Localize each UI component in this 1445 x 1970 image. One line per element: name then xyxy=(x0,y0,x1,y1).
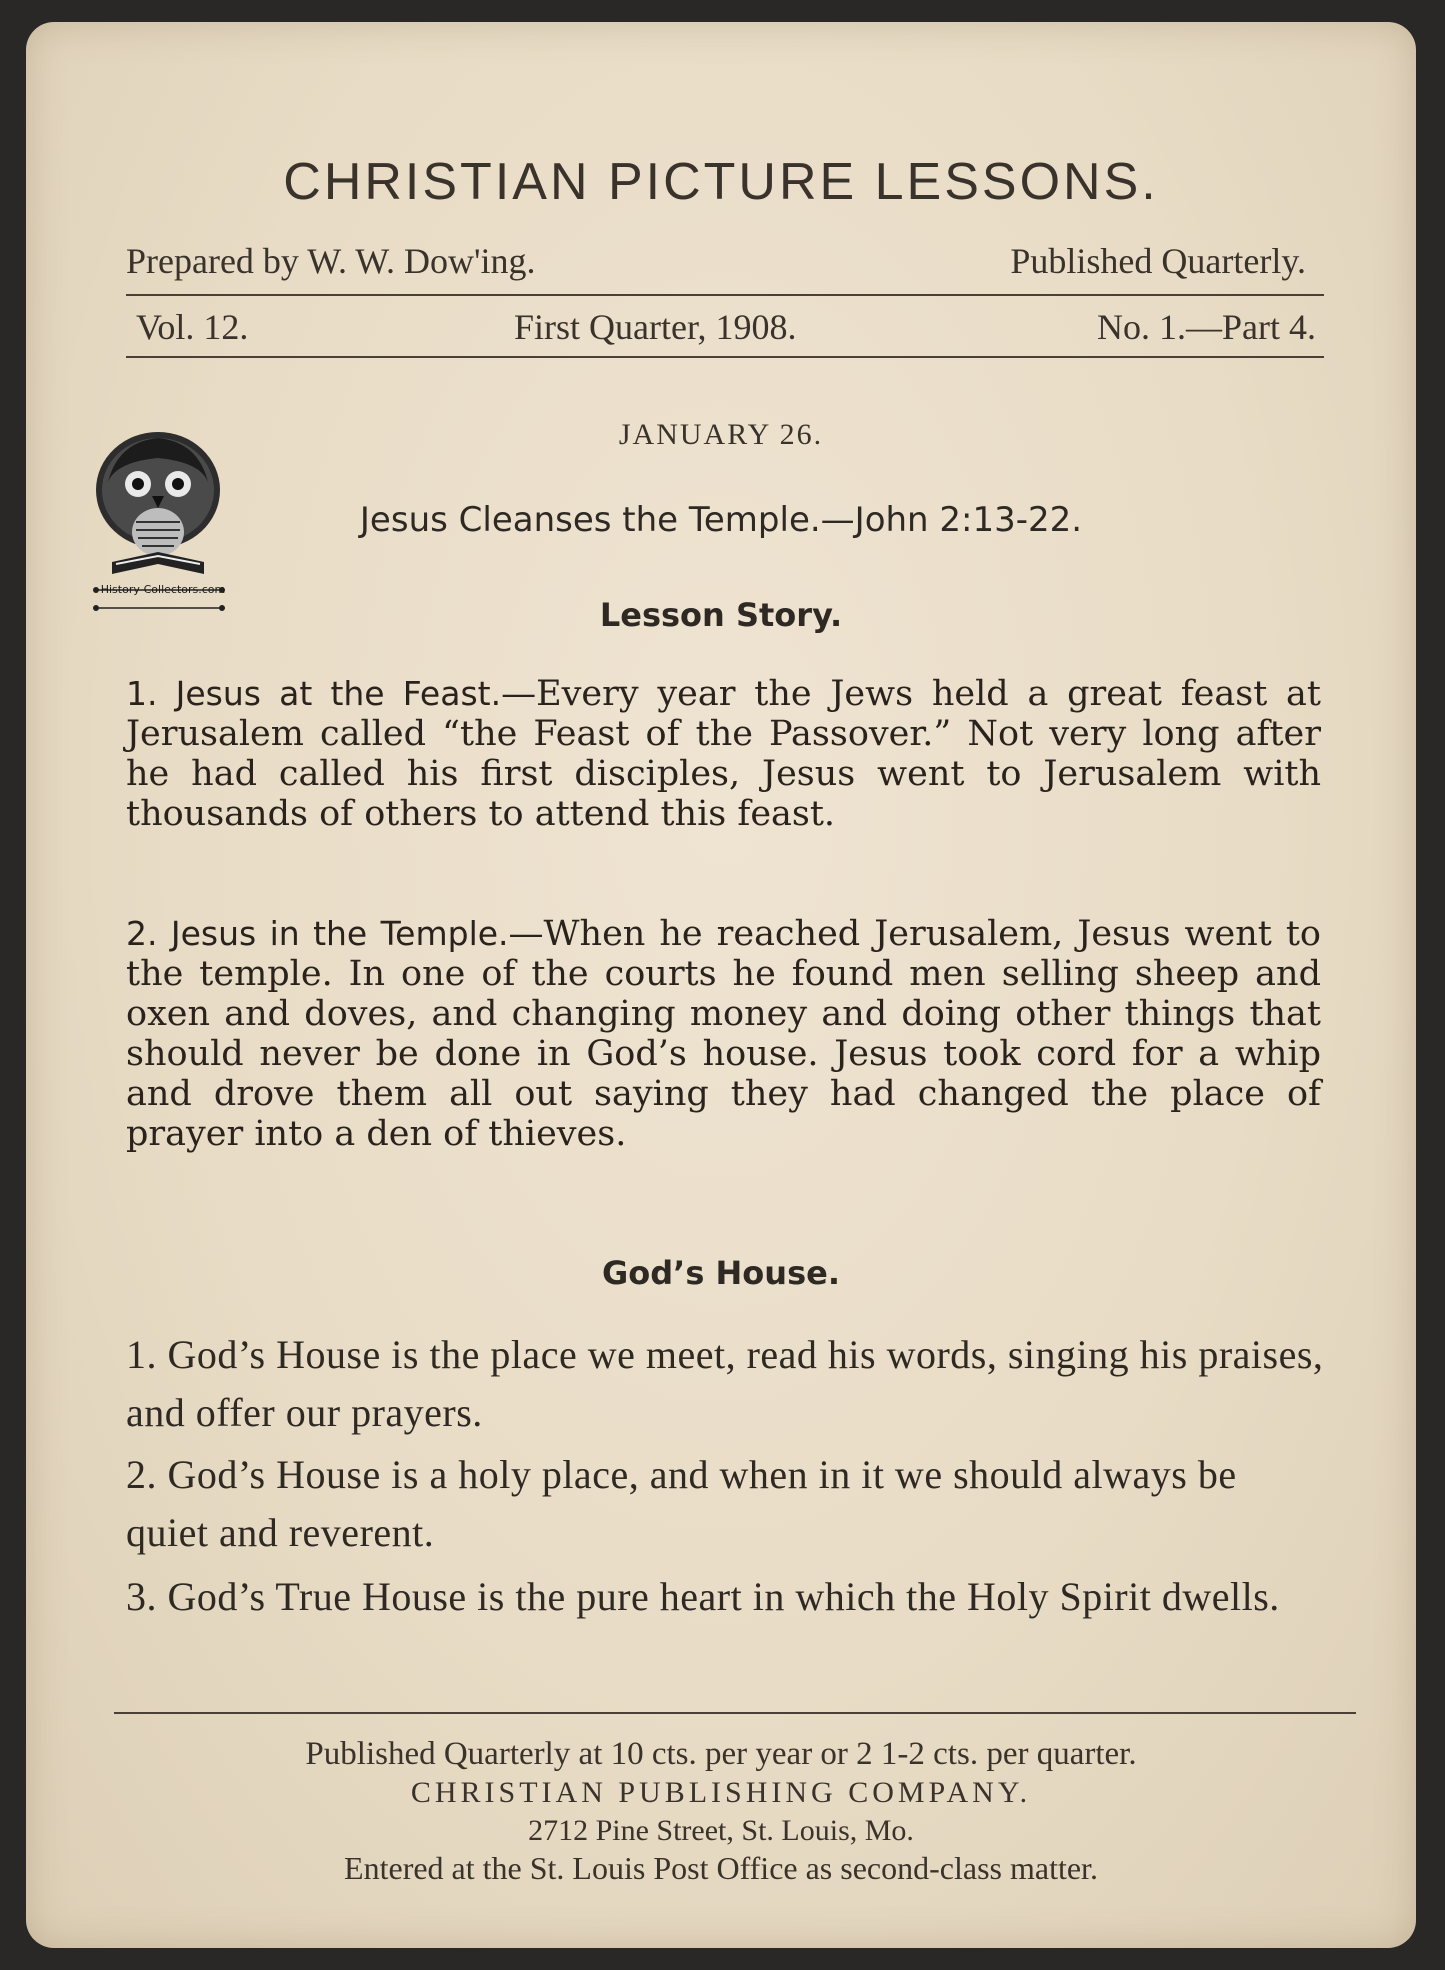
story-paragraph-lead: 2. Jesus in the Temple. xyxy=(126,914,509,953)
story-paragraph xyxy=(126,914,1321,1154)
issue-number: No. 1.—Part 4. xyxy=(1097,307,1316,347)
publication-title: CHRISTIAN PICTURE LESSONS. xyxy=(283,153,1159,211)
footer-price: Published Quarterly at 10 cts. per year or 2 1-2 cts. per quarter. xyxy=(305,1736,1137,1772)
quarter-label: First Quarter, 1908. xyxy=(514,307,797,347)
header-rule-top xyxy=(126,294,1324,296)
story-paragraph-text: —Every year the Jews held a great feast at Jerusalem called “the Feast of the Passover.” Not very long after he had called his first disciples, Jesus went to Jerusalem with thousands of others to attend this feast. xyxy=(126,674,1321,834)
prepared-by: Prepared by W. W. Dow'ing. xyxy=(126,241,536,281)
gods-house-item: 3. God’s True House is the pure heart in which the Holy Spirit dwells. xyxy=(126,1574,1280,1619)
footer-postal-note: Entered at the St. Louis Post Office as second-class matter. xyxy=(344,1850,1098,1886)
story-paragraph xyxy=(126,674,1321,834)
gods-house-item: 1. God’s House is the place we meet, read his words, singing his praises, and offer our prayers. xyxy=(126,1332,1324,1435)
lesson-title: Jesus Cleanses the Temple.—John 2:13-22. xyxy=(359,500,1083,540)
volume-label: Vol. 12. xyxy=(136,307,249,347)
watermark-text: History-Collectors.com xyxy=(100,583,226,596)
gods-house-heading: God’s House. xyxy=(602,1254,840,1292)
lesson-card xyxy=(26,22,1416,1948)
gods-house-item: 2. God’s House is a holy place, and when in it we should always be quiet and reverent. xyxy=(126,1452,1237,1555)
lesson-story-heading: Lesson Story. xyxy=(599,596,843,634)
published-frequency: Published Quarterly. xyxy=(1010,241,1306,281)
story-paragraph-text: —When he reached Jerusalem, Jesus went to the temple. In one of the courts he found men selling sheep and oxen and doves, and changing money and doing other things that should never be done in God’s house. Jesus took cord for a whip and drove them all out saying they had changed the place of prayer into a den of thieves. xyxy=(126,914,1321,1154)
header-rule-bottom xyxy=(126,356,1324,358)
footer-address: 2712 Pine Street, St. Louis, Mo. xyxy=(528,1814,914,1847)
footer-rule xyxy=(114,1712,1356,1714)
lesson-date: JANUARY 26. xyxy=(618,418,824,451)
story-paragraph-lead: 1. Jesus at the Feast. xyxy=(126,674,502,713)
footer-publisher: CHRISTIAN PUBLISHING COMPANY. xyxy=(410,1776,1032,1809)
